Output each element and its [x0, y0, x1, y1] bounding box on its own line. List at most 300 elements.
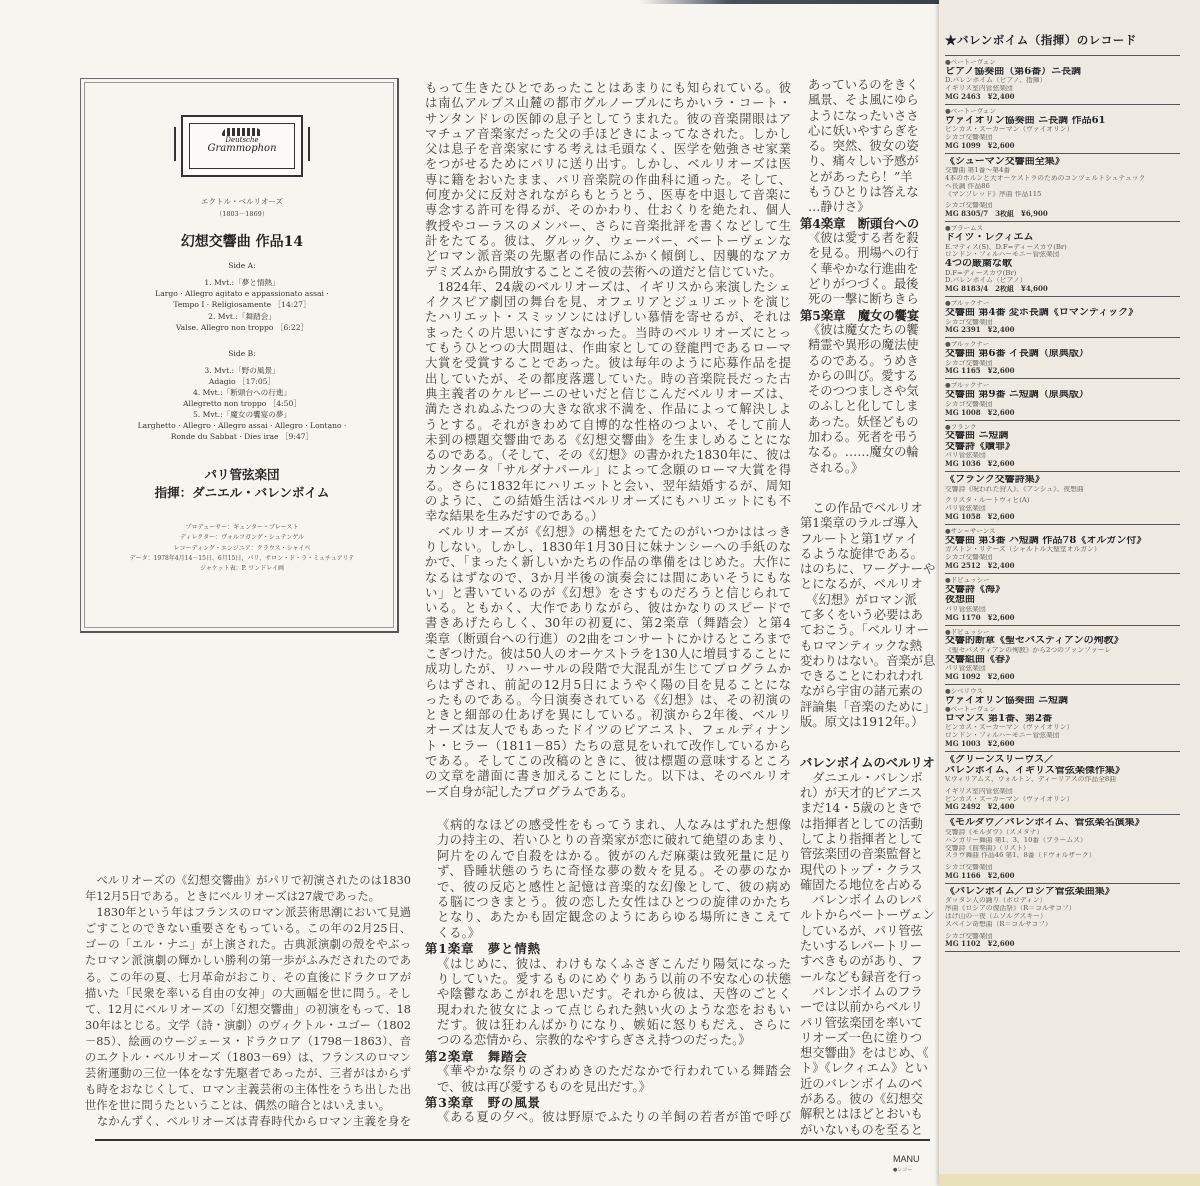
- text-line: 版。原文は1912年。）: [800, 715, 924, 730]
- movement-1-text: [425, 957, 791, 1049]
- catalog-comp: ●ブラームス: [945, 225, 984, 233]
- catalog-sub: クリスタ・ルートヴィヒ(A): [945, 497, 1030, 505]
- text-line: ておこう。「ベルリオー: [800, 623, 929, 638]
- text-line: かで、「まったく新しいかたちの作品の準備をはじめた。大作に: [425, 555, 791, 570]
- text-line: オーズは友人でもあったドイツのピアニスト、フェルディナン: [425, 723, 791, 738]
- catalog-sub: イギリス室内管弦楽団: [945, 787, 1013, 795]
- text-line: 何度か父に反対されながらもとうとう、医専を中退して音楽に: [425, 188, 791, 203]
- catalog-sub: E.マティス(S)、D.F=ディースカウ(Br): [945, 243, 1067, 251]
- side-a-tracklist: [81, 277, 403, 333]
- text-line: 専に籍をおいたまま、パリ音楽院の作曲科に通った。そして、: [425, 172, 791, 187]
- movement-3-heading: 第3楽章 野の風景: [425, 1095, 541, 1111]
- composer-years: （1803－1869）: [215, 210, 269, 218]
- catalog-cat: MG 1102 ¥2,600: [945, 940, 1015, 949]
- text-line: い」と書いているのが《幻想》をさすものだろうと信じられて: [425, 585, 791, 600]
- text-line: 精霊や異形の魔法使: [808, 338, 919, 353]
- text-line: すべきものがあり、フ: [800, 954, 923, 969]
- catalog-title: 交響的断章《聖セバスティアンの殉教》: [945, 636, 1124, 647]
- catalog-sub: D.バレンボイム（ピアノ）: [945, 277, 1027, 285]
- text-line: とになるが、ベルリオ: [800, 577, 923, 592]
- catalog-cat: MG 1166 ¥2,600: [945, 871, 1015, 880]
- text-line: －85）、絵画のウージェーヌ・ドラクロア（1798－1863）、音: [85, 1034, 411, 1048]
- catalog-cat: MG 2512 ¥2,400: [945, 561, 1015, 570]
- catalog-sub: D.F=ディースカウ(Br): [945, 269, 1017, 277]
- catalog-title: 交響詩《海》: [945, 584, 1005, 595]
- logo-text-1: Deutsche: [225, 136, 259, 144]
- text-line: だす。彼は狂わんばかりになり、嫉妬に怒りもだえ、さらに: [437, 1018, 791, 1033]
- catalog-sub: イギリス室内管弦楽団: [945, 85, 1013, 93]
- catalog-sub: パリ管弦楽団: [945, 665, 986, 673]
- catalog-entry: [945, 379, 1180, 420]
- record-catalog-insert: [939, 0, 1200, 1186]
- intro-text-column: [85, 873, 411, 1131]
- text-line: からの叫び。愛する: [808, 368, 919, 383]
- text-line: デミズムから開放することこそ彼の芸術への道だと信じていた。: [425, 264, 782, 279]
- catalog-sub: 《聖セバスティアンの殉教》から2つのファンファーレ: [945, 646, 1112, 654]
- text-line: ようになったいささ: [808, 108, 919, 123]
- text-line: たいするレパートリー: [800, 939, 923, 954]
- text-line: 成功したが、リハーサルの段階で大混乱が生じてプログラムか: [425, 662, 791, 677]
- catalog-entry: [945, 626, 1180, 685]
- list-line: Allegretto non troppo ［4:50］: [183, 399, 301, 408]
- text-line: で、彼は再び愛するものを見出だす。》: [437, 1079, 651, 1094]
- text-line: 想交響曲》をはじめ、《: [800, 1046, 929, 1061]
- text-line: バレンボイムのレパ: [800, 893, 922, 908]
- text-line: となり、あたかも固定観念のようにあらゆる場所にきこえて: [437, 910, 791, 925]
- list-line: 4. Mvt.:「断頭台への行進」: [192, 388, 292, 397]
- catalog-heading: ★バレンボイム（指揮）のレコード: [945, 33, 1137, 47]
- text-line: 《はじめに、彼は、わけもなくふさぎこんだり陽気になった: [437, 956, 791, 971]
- catalog-sub: 《マンフレッド》序曲 作品115: [945, 190, 1042, 198]
- catalog-title: 《グリーンスリーヴス／: [945, 755, 1055, 766]
- text-line: まだ14・5歳のときで: [800, 801, 922, 816]
- catalog-entry: [945, 297, 1180, 338]
- text-line: こぎつけた。彼は50人のオーケストラを130人に増員することに: [425, 646, 791, 661]
- list-line: Larghetto · Allegro · Allegro assai · Allegro · Lontano ·: [137, 421, 347, 430]
- catalog-comp: ●ドビュッシー: [945, 628, 990, 636]
- catalog-entry: [945, 574, 1180, 626]
- composer-name: エクトル・ベルリオーズ: [200, 197, 284, 206]
- text-line: 現代のトップ・クラス: [800, 862, 923, 877]
- text-line: 《彼は愛する者を殺: [808, 231, 919, 246]
- catalog-comp: ●ブルックナー: [945, 300, 990, 308]
- text-line: マチュア音楽家だった父の手ほどきによってなされた。しかし: [425, 126, 791, 141]
- text-line: 満たされぬふたつの大きな欲求不満を、作品によって解決しよ: [425, 402, 791, 417]
- text-line: 出していたが、その都度落選していた。時の音楽院長だった古: [425, 371, 791, 386]
- text-line: もロマンティックな熱: [800, 638, 922, 653]
- text-line: て多くをいう必要はあ: [800, 607, 923, 622]
- text-line: や陰鬱なあこがれを思いだす。それから彼は、天啓のごとく: [437, 987, 791, 1002]
- text-line: るのである。（そして、その《幻想》の書かれた1830年に、彼は: [425, 448, 791, 463]
- text-line: ダニエル・バレンボ: [800, 770, 923, 785]
- catalog-sub: シカゴ交響楽団: [945, 318, 993, 326]
- footer-rule: [95, 1139, 930, 1141]
- catalog-sub: スペイン奇想曲（R＝コルサコフ）: [945, 920, 1052, 928]
- text-line: らはずされ、前記の12月5日にようやく陽の目を見ることにな: [425, 677, 791, 692]
- credits-box: [80, 78, 399, 633]
- catalog-cat: MG 1008 ¥2,600: [945, 408, 1015, 417]
- production-credits: [81, 523, 403, 574]
- text-line: がいないものを至ると: [800, 1122, 923, 1137]
- catalog-cat: MG 1058 ¥2,600: [945, 513, 1015, 522]
- text-line: ごすことのできない重要さをもっている。この年の2月25日、: [85, 922, 411, 936]
- text-line: 描いた「民衆を率いる自由の女神」の大画幅を世に問う。そし: [85, 986, 411, 1000]
- text-line: 風景、そよ風にゆら: [808, 93, 919, 108]
- text-line: 評論集「音楽のために」: [800, 699, 936, 714]
- text-line: なかんずく、ベルリオーズは青春時代からロマン主義を身を: [85, 1115, 411, 1129]
- footer-label: MANU: [893, 1154, 920, 1164]
- text-line: バレンボイムのフラ: [800, 984, 923, 999]
- text-line: 第1楽章のラルゴ導入: [800, 516, 919, 531]
- scan-edge: [640, 0, 940, 4]
- text-line: パリ管弦楽団を率いて: [800, 1015, 923, 1030]
- catalog-sub: ピンカス・ズーカーマン（ヴァイオリン）: [945, 126, 1074, 134]
- text-line: つのる恋情から、宗教的なやすらぎさえ持つのだった。》: [437, 1033, 751, 1048]
- text-line: る脳につきまとう。彼の恋した女性はひとつの旋律のかたち: [437, 894, 791, 909]
- catalog-title: 交響組曲《春》: [945, 654, 1015, 665]
- text-line: 1824年、24歳のベルリオーズは、イギリスから来演したシェ: [425, 279, 791, 294]
- list-line: Ronde du Sabbat · Dies irae ［9:47］: [170, 432, 314, 441]
- catalog-sub: ガストン・リテーズ（シャルトル大聖堂オルガン）: [945, 546, 1101, 554]
- catalog-cat: MG 8183/4 2枚組 ¥4,600: [945, 285, 1048, 294]
- text-line: りしていた。愛するものにめぐりあう以前の不安な心の状態: [437, 971, 791, 986]
- list-line: 1. Mvt.:「夢と情熱」: [204, 278, 280, 287]
- work-title: 幻想交響曲 作品14: [180, 234, 304, 250]
- text-line: なる。……魔女の輪: [808, 445, 919, 460]
- catalog-sub: ダッタン人の踊り（ボロディン）: [945, 897, 1047, 905]
- catalog-entry: [945, 338, 1180, 379]
- text-line: 計をたてる。彼は、グルック、ウェーバー、ベートーヴェンな: [425, 233, 791, 248]
- text-line: も時をおなじくして、ロマン主義芸術の主体性をうち出した出: [85, 1083, 411, 1097]
- side-b-tracklist: [81, 365, 403, 442]
- catalog-title: 《モルダウ／バレンボイム、管弦楽名演集》: [945, 818, 1145, 829]
- text-line: とがあったら！”羊: [808, 169, 913, 184]
- catalog-sub: 交響詩《呪われた狩人》、《アンシュ》、夜想曲: [945, 485, 1084, 493]
- barenboim-section-heading: バレンボイムのベルリオ: [800, 755, 935, 771]
- catalog-entry: [945, 56, 1180, 105]
- movement-2-heading: 第2楽章 舞踏会: [425, 1048, 528, 1064]
- catalog-sub: D.バレンボイム（ピアノ、指揮）: [945, 77, 1047, 85]
- text-line: れ）が天才的ピアニス: [800, 786, 923, 801]
- text-line: は南仏アルプス山麓の都市グルノーブルにちかいラ・コート・: [425, 96, 791, 111]
- program-intro: [425, 818, 791, 941]
- catalog-entry: [945, 222, 1180, 297]
- catalog-title: 4つの厳粛な歌: [945, 259, 1012, 270]
- footer-sublabel: ●レコー: [893, 1167, 913, 1173]
- side-b-label: Side B:: [228, 349, 256, 358]
- catalog-entry: [945, 472, 1180, 525]
- list-line: Valse. Allegro non troppo ［6:22］: [175, 322, 309, 332]
- text-line: してより指揮者として: [800, 831, 923, 846]
- catalog-entry: [945, 815, 1180, 883]
- catalog-comp: ●ベートーヴェン: [945, 706, 996, 714]
- text-line: 《幻想》がロマン派: [800, 592, 917, 607]
- catalog-cat: MG 2492 ¥2,400: [945, 803, 1015, 812]
- catalog-sub: ヘ長調 作品86: [945, 182, 990, 190]
- catalog-cat: MG 1170 ¥2,600: [945, 613, 1015, 622]
- list-line: ジャケット表：P. ワンドレイ画: [200, 565, 284, 573]
- list-line: レコーディング・エンジニア：クラウス・シャイベ: [173, 544, 311, 552]
- catalog-sub: 交響曲 第1番～第4番: [945, 167, 1011, 175]
- insert-foot-stain: [939, 1174, 1200, 1186]
- catalog-cat: MG 2463 ¥2,400: [945, 92, 1015, 101]
- catalog-entry: [945, 884, 1180, 952]
- text-line: どロマン派音楽の先駆者の作品にふかく傾倒し、因襲的なアカ: [425, 249, 791, 264]
- list-line: データ：1978年4月14－15日、6月15日、パリ、サロン・ド・ラ・ミュチュアリテ: [129, 554, 355, 562]
- text-line: カンタータ「サルダナパール」によって念願のローマ大賞を得: [425, 463, 791, 478]
- catalog-sub: ピンカス・ズーカーマン（ヴァイオリン）: [945, 795, 1074, 803]
- catalog-sub: ロンドン・フィルハーモニー管弦楽団: [945, 251, 1060, 259]
- catalog-cat: MG 1165 ¥2,600: [945, 367, 1015, 376]
- text-line: …静けさ》: [808, 200, 870, 215]
- catalog-title: 交響曲 第4番 変ホ長調《ロマンティック》: [945, 308, 1139, 319]
- text-line: るような旋律である。: [800, 546, 923, 561]
- text-line: 《病的なほどの感受性をもってうまれ、人なみはずれた想像: [437, 818, 791, 832]
- catalog-title: ロマンス 第1番、第2番: [945, 713, 1053, 724]
- catalog-sub: シカゴ交響楽団: [945, 554, 993, 562]
- movement-3-continued: [800, 78, 937, 216]
- text-line: のふしと化してしま: [808, 399, 919, 414]
- text-line: リオーズ一色に塗りつ: [800, 1030, 923, 1045]
- catalog-sub: シカゴ交響楽団: [945, 202, 993, 210]
- text-line: 楽章（断頭台への行進）の2曲をコンサートにかけるところまで: [425, 631, 791, 646]
- catalog-sub: パリ管弦楽団: [945, 505, 986, 513]
- text-line: ベルリオーズが《幻想》の構想をたてたのがいつかははっき: [425, 524, 791, 539]
- text-line: 力の持主の、若いひとりの音楽家が恋に破れて絶望のあまり、: [437, 833, 791, 848]
- text-line: うとする。それがきわめて自博的な性格のつよい、そして前人: [425, 417, 791, 432]
- text-line: ト》《レクィエム》とい: [800, 1061, 928, 1076]
- catalog-sub: ハンガリー舞曲 第1、3、10番（ブラームス）: [945, 836, 1087, 844]
- movement-1-heading: 第1楽章 夢と情熱: [425, 941, 541, 957]
- text-line: のエクトル・ベルリオーズ（1803－69）は、フランスのロマン: [85, 1051, 411, 1065]
- right-text-column: [800, 78, 937, 1138]
- catalog-title: ピアノ協奏曲（第6番）ニ長調: [945, 66, 1082, 77]
- text-line: である。そしてこの改稿のときに、彼は標題の意味するところ: [425, 754, 791, 769]
- text-line: 世作を世に問うたということは、偶然の暗合とはいえまい。: [85, 1099, 391, 1113]
- history-text-column: [425, 81, 791, 800]
- logo-text-2: Grammophon: [207, 143, 277, 154]
- text-line: 専念する許可を得るが、そのかわり、仕おくりを絶たれ、個人: [425, 203, 791, 218]
- text-line: ルトからベートーヴェン: [800, 908, 935, 923]
- text-line: いる。ともかく、大作でありながら、彼はかなりのスピードで: [425, 601, 791, 616]
- list-line: 2. Mvt.:「舞踏会」: [208, 311, 276, 321]
- catalog-sub: シカゴ交響楽団: [945, 400, 993, 408]
- catalog-comp: ●ベートーヴェン: [945, 107, 996, 115]
- movement-4-heading: 第4楽章 断頭台への: [800, 215, 920, 231]
- text-line: ベルリオーズの《幻想交響曲》がパリで初演されたのは1830: [85, 874, 411, 887]
- catalog-comp: ●サン＝サーンス: [945, 528, 996, 536]
- catalog-cat: MG 1036 ¥2,600: [945, 460, 1015, 469]
- text-line: ーでは以前からベルリ: [800, 1000, 923, 1015]
- catalog-sub: 序曲《ロシアの復活祭》（R＝コルサコフ）: [945, 905, 1076, 913]
- catalog-comp: ●ブルックナー: [945, 341, 990, 349]
- text-line: を見る。刑場への行: [808, 246, 919, 261]
- text-line: で、彼の反応と感性と記憶は音楽的な幻像として、彼の病め: [437, 879, 791, 894]
- catalog-title: 《フランク交響詩集》: [945, 475, 1045, 486]
- catalog-title: 《シューマン交響曲全集》: [945, 156, 1065, 167]
- text-line: 管弦楽団の音楽監督と: [800, 847, 923, 862]
- text-line: できることにわれわれ: [800, 669, 923, 684]
- catalog-cat: MG 8305/7 3枚組 ¥6,900: [945, 210, 1048, 219]
- text-line: 年12月5日である。ときにベルリオーズは27歳であった。: [85, 890, 380, 904]
- list-line: Largo · Allegro agitato e appassionato assai ·: [155, 289, 329, 299]
- text-line: ーズ自身が記したプログラムである。: [425, 784, 634, 799]
- catalog-sub: シカゴ交響楽団: [945, 932, 993, 940]
- catalog-sub: シカゴ交響楽団: [945, 359, 993, 367]
- catalog-sub: 交響詩《前奏曲》（リスト）: [945, 844, 1030, 852]
- catalog-sub: スラヴ舞曲 作品46 第1、8番（ドヴォルザーク）: [945, 852, 1096, 860]
- catalog-comp: ●ドビュッシー: [945, 576, 990, 584]
- text-line: りしない。しかし、1830年1月30日に妹ナンシーへの手紙のな: [425, 539, 791, 554]
- text-line: のように、この結婚生活はベルリオーズにもハリエットにも不: [425, 494, 791, 509]
- catalog-entry: [945, 421, 1180, 473]
- catalog-sub: V.ウィリアムズ、ウォルトン、ディーリアスの作品全8曲: [945, 776, 1117, 784]
- catalog-comp: ●フランク: [945, 423, 977, 431]
- list-line: Adagio ［17:05］: [208, 377, 276, 386]
- catalog-sub: シカゴ交響楽団: [945, 133, 993, 141]
- text-line: 現われた彼女によって点じられた熱い火のような恋をおもい: [437, 1002, 791, 1017]
- text-line: 幸な結果を生みだすのである。）: [425, 509, 604, 524]
- catalog-sub: パリ管弦楽団: [945, 452, 986, 460]
- conductor-name: 指揮：ダニエル・バレンボイム: [154, 485, 330, 500]
- text-line: るのである。うめき: [808, 353, 919, 368]
- tulip-crown-icon: [222, 128, 262, 136]
- catalog-cat: MG 1003 ¥2,600: [945, 740, 1015, 749]
- text-line: をつがせるためにパリに送り出す。しかし、ベルリオーズは医: [425, 157, 791, 172]
- movement-4-text: [800, 231, 937, 307]
- catalog-comp: ●ベートーヴェン: [945, 59, 996, 66]
- catalog-cat: MG 2391 ¥2,400: [945, 326, 1015, 335]
- text-line: ながら宇宙の諸元素の: [800, 684, 923, 699]
- catalog-title: 交響詩《贖罪》: [945, 441, 1015, 452]
- text-line: り、痛々しい予感が: [808, 154, 919, 169]
- list-line: ディレクター：ヴォルフガング・シュテンゲル: [179, 534, 305, 542]
- deutsche-grammophon-logo: [181, 115, 303, 177]
- catalog-sub: ピンカス・ズーカーマン（ヴァイオリン）: [945, 724, 1074, 732]
- catalog-title: バレンボイム、イギリス管弦楽傑作集》: [945, 765, 1125, 776]
- text-line: サンタンドレの医師の息子としてうまれた。彼の音楽開眼はア: [425, 111, 791, 126]
- catalog-title: 交響曲 ニ短調: [945, 431, 1009, 442]
- catalog-sub: ロンドン・フィルハーモニー管弦楽団: [945, 732, 1060, 740]
- barenboim-section-text: [800, 771, 937, 1138]
- orchestra-name: パリ管弦楽団: [204, 467, 280, 482]
- catalog-title: 交響曲 第9番 ニ短調（原典版）: [945, 390, 1089, 401]
- text-line: 30年はとじる。文学（詩・演劇）のヴィクトル・ユゴー（1802: [85, 1018, 411, 1032]
- text-line: なるはずなので、3か月半後の演奏会には間にあいそうにもな: [425, 570, 791, 585]
- text-line: 近のバレンボイムのベ: [800, 1076, 923, 1091]
- catalog-entry: [945, 105, 1180, 154]
- text-line: く華やかな行進曲を: [808, 261, 919, 276]
- text-line: る。さらに1832年にハリエットと会い、翌年結婚するが、周知: [425, 478, 791, 493]
- text-line: 未到の標題交響曲である《幻想交響曲》を生ましめることにな: [425, 432, 791, 447]
- catalog-entry: [945, 752, 1180, 815]
- text-line: は指揮者としての活動: [800, 816, 923, 831]
- text-line: しているが、パリ管弦: [800, 923, 923, 938]
- program-text-column: [425, 818, 791, 1126]
- side-a-label: Side A:: [228, 261, 256, 270]
- catalog-cat: MG 1092 ¥2,600: [945, 672, 1015, 681]
- text-line: ったものである。今日演奏されている《幻想》は、その初演の: [425, 692, 791, 707]
- text-line: がある。彼の《幻想交: [800, 1091, 923, 1106]
- catalog-entry: [945, 154, 1180, 222]
- text-line: 《彼は魔女たちの饗: [808, 322, 919, 337]
- catalog-sub: シカゴ交響楽団: [945, 864, 993, 872]
- text-line: 確固たる地位を占める: [800, 877, 923, 892]
- catalog-sub: パリ管弦楽団: [945, 605, 986, 613]
- movement-5-text: [800, 323, 937, 476]
- text-line: 心に妖いやすらぎを: [808, 123, 919, 138]
- list-line: Tempo I · Religiosamente ［14:27］: [173, 300, 311, 310]
- catalog-title: 《バレンボイム／ロシア管弦楽曲集》: [945, 886, 1115, 897]
- movement-3-text: [425, 1110, 791, 1125]
- list-line: 3. Mvt.:「野の風景」: [204, 366, 280, 375]
- text-line: 1830年という年はフランスのロマン派芸術思潮において見過: [85, 906, 411, 920]
- text-line: される。》: [808, 460, 864, 475]
- text-line: ールなども録音を行っ: [800, 969, 923, 984]
- text-line: て、12月にベルリオーズの「幻想交響曲」の初演をもって、18: [85, 1002, 411, 1016]
- text-line: まったくの片思いにすぎなかった。当時のベルリオーズにとっ: [425, 325, 791, 340]
- catalog-comp: ●ブルックナー: [945, 382, 990, 390]
- text-line: 阿片をのんで自殺をはかる。彼がのんだ麻薬は致死量に足り: [437, 848, 791, 863]
- text-line: もうひとりは答えな: [808, 185, 919, 200]
- catalog-title: ドイツ・レクィエム: [945, 233, 1034, 244]
- catalog-title: ヴァイオリン協奏曲 ニ長調 作品61: [945, 115, 1106, 126]
- text-line: くる。》: [437, 925, 481, 940]
- catalog-comp: ●シベリウス: [945, 687, 983, 695]
- text-line: はのちに、ワーグナーや: [800, 562, 936, 577]
- list-line: プロデューサー：ギュンター・ブレースト: [185, 524, 299, 531]
- text-line: この作品でベルリオ: [800, 500, 923, 515]
- text-line: 解釈とはほどとおいも: [800, 1107, 923, 1122]
- text-line: ト・ヒラー（1811－85）たちの意見をいれて改作しているから: [425, 738, 791, 753]
- text-line: 教授やコーラスのメンバー、さらに音楽批評を書くなどして生: [425, 218, 791, 233]
- text-line: 死の一撃に断ちきら: [808, 292, 919, 307]
- text-line: あっているのをきく: [808, 78, 919, 92]
- text-line: 変わりはない。音楽が息: [800, 653, 936, 668]
- catalog-title: 夜想曲: [945, 595, 975, 606]
- movement-5-heading: 第5楽章 魔女の饗宴: [800, 307, 920, 323]
- text-line: ときと細部の仕あげを異にしている。初演から2年後、ベルリ: [425, 708, 791, 723]
- catalog-entry: [945, 685, 1180, 752]
- catalog-title: 交響曲 第3番 ハ短調 作品78《オルガン付》: [945, 535, 1147, 546]
- history-text: [425, 81, 791, 800]
- text-line: 《ある夏の夕べ。彼は野原でふたりの羊飼の若者が笛で呼び: [437, 1110, 791, 1125]
- catalog-list: [945, 55, 1180, 952]
- text-line: の文章を譜面に書き加えることにした。以下は、そのベルリオ: [425, 769, 791, 784]
- text-line: 父は息子を音楽家にする考えは毛頭なく、医学を勉強させ家業: [425, 142, 791, 157]
- list-line: 5. Mvt.:「魔女の饗宴の夢」: [192, 410, 292, 419]
- catalog-title: 交響曲 第6番 イ長調（原典版）: [945, 349, 1089, 360]
- text-line: 加わる。死者を弔う: [808, 430, 919, 445]
- text-line: ず、昏睡状態のうちに奇怪な夢の数々を見る。その夢のなか: [437, 864, 791, 879]
- catalog-sub: 4本のホルンと大オーケストラのためのコンツェルトシュテュック: [945, 175, 1146, 183]
- text-line: どりがつづく。最後: [808, 276, 919, 291]
- text-line: あった。妖怪どもの: [808, 414, 919, 429]
- text-line: フルートと第1ヴァイ: [800, 531, 918, 546]
- text-line: 芸術運動の三位一体をなす先駆者であったが、三者がはからず: [85, 1067, 411, 1081]
- text-line: 典主義者のケルビーニのせいだと信じこんだベルリオーズは、: [425, 386, 791, 401]
- text-line: もって生きたひとであったことはあまりにも知られている。彼: [425, 81, 791, 95]
- movement-2-text: [425, 1064, 791, 1095]
- analysis-text: [800, 501, 937, 730]
- text-line: る。この年の夏、七月革命がおこり、その直後にドラクロアが: [85, 970, 411, 984]
- text-line: たロマン派演劇の輝かしい勝利の第一歩がふみだされたのであ: [85, 954, 411, 968]
- text-line: たハリエット・スミッソンにはげしい慕情を寄せるが、それは: [425, 310, 791, 325]
- text-line: る。突然、彼女の姿: [808, 139, 919, 154]
- catalog-cat: MG 1099 ¥2,600: [945, 141, 1015, 150]
- text-line: そのつつましさや気: [808, 384, 919, 399]
- text-line: 大賞を受賞することであった。彼は毎年のように応募作品を提: [425, 356, 791, 371]
